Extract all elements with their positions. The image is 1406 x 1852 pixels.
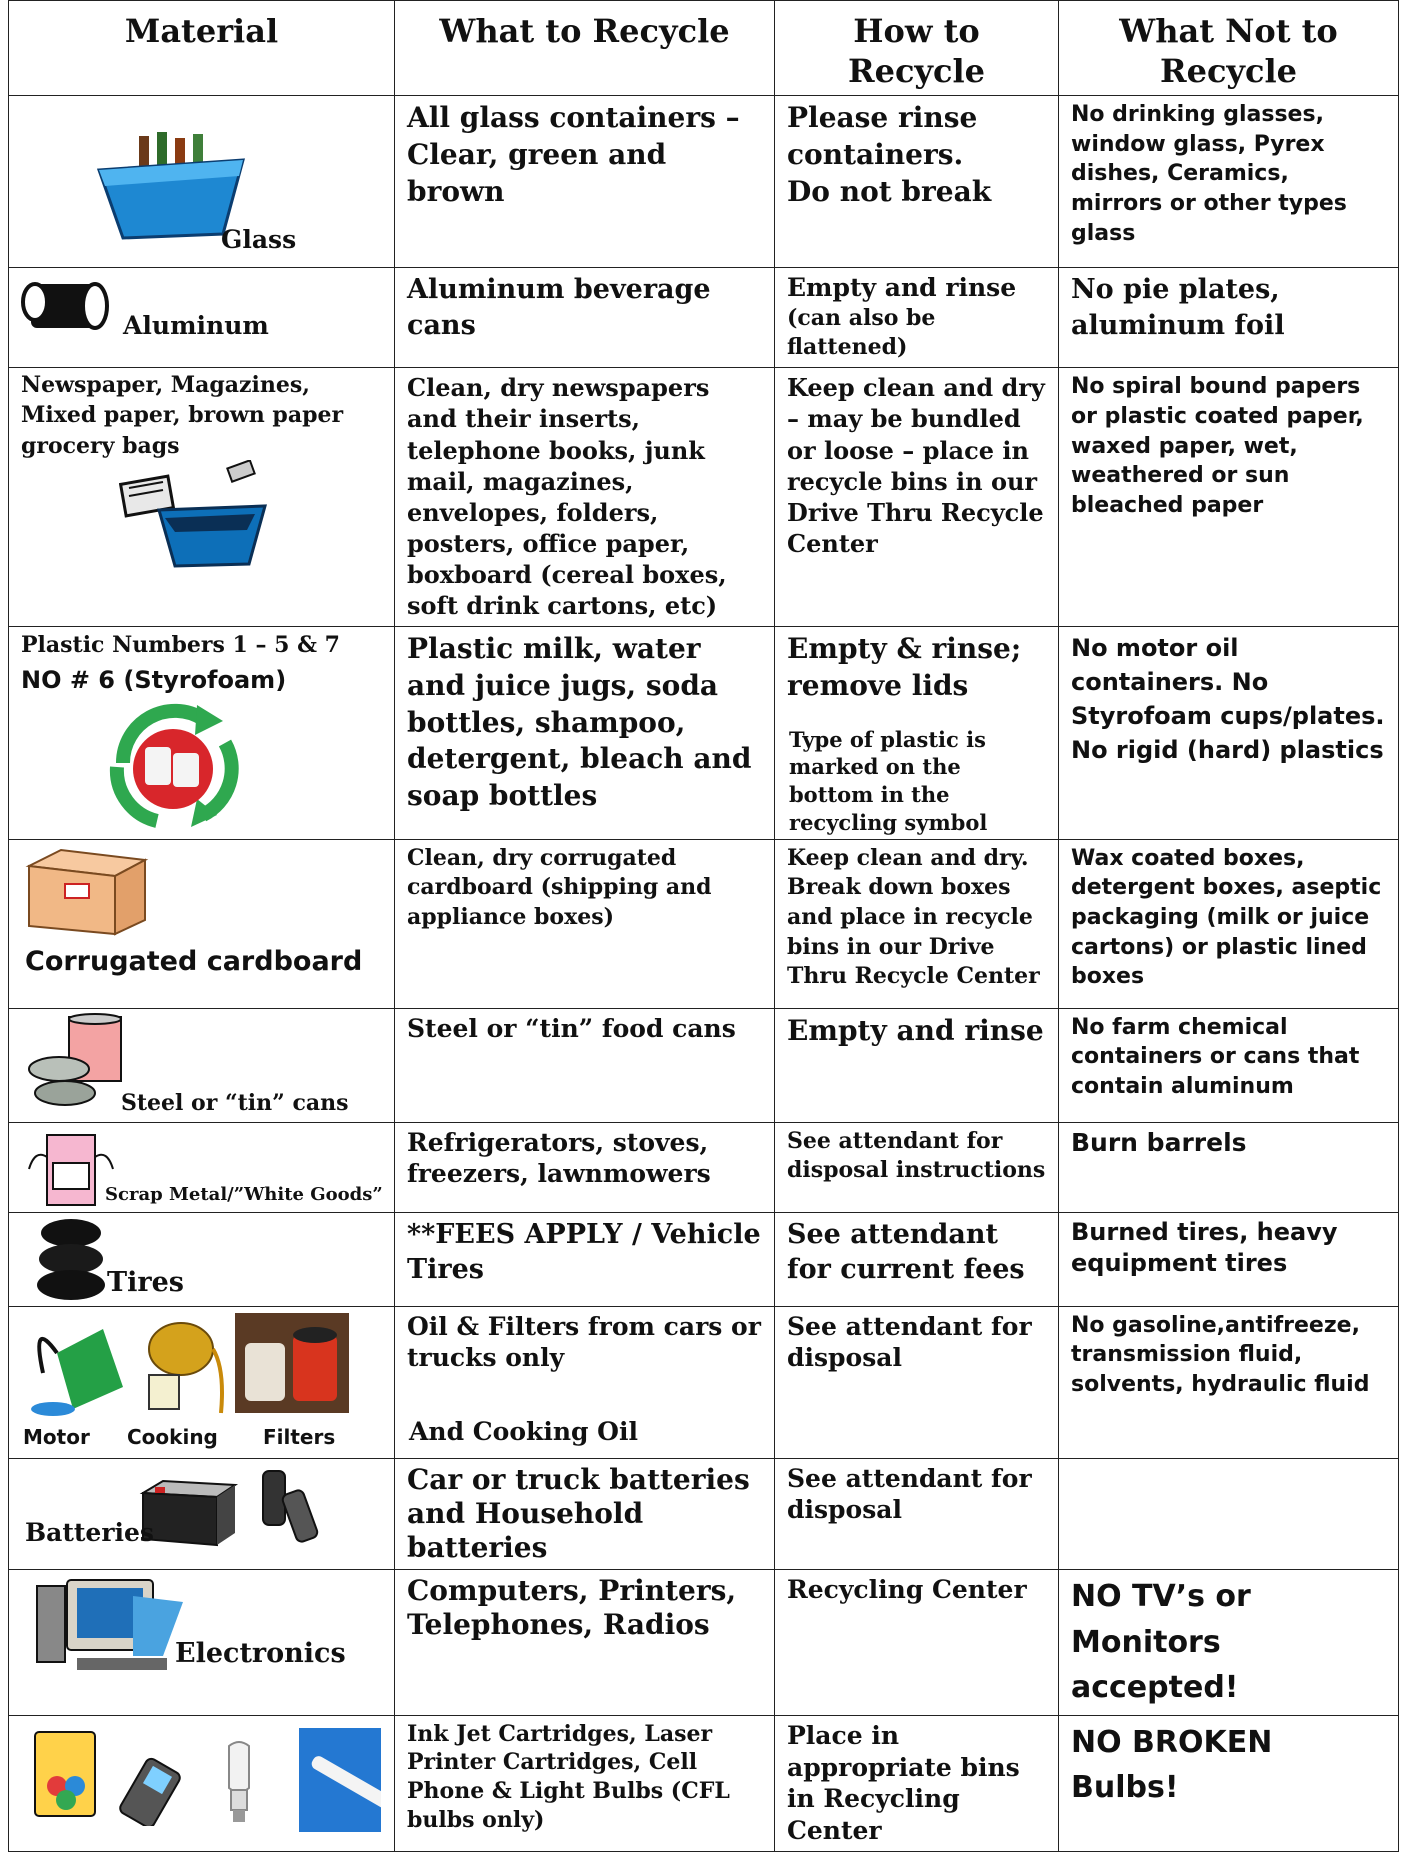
how-cell: Recycling Center — [775, 1570, 1059, 1716]
how-cell: Keep clean and dry. Break down boxes and place in recycle bins in our Drive Thru Recycle Center — [775, 839, 1059, 1008]
header-how-to-recycle: How to Recycle — [775, 1, 1059, 96]
how-cell: See attendant for disposal — [775, 1306, 1059, 1458]
aluminum-can-icon — [21, 272, 111, 338]
household-batteries-icon — [255, 1467, 325, 1547]
how-text: Please rinse containers. — [787, 101, 978, 171]
how-text: Empty and rinse — [787, 273, 1017, 302]
not-cell — [1059, 1458, 1399, 1569]
material-label: Scrap Metal/”White Goods” — [105, 1183, 383, 1205]
table-row — [9, 96, 1399, 268]
table-row — [9, 839, 1399, 1008]
what-cell: Plastic milk, water and juice jugs, soda bottles, shampoo, detergent, bleach and soap bottles — [395, 626, 775, 839]
not-cell: Burn barrels — [1059, 1122, 1399, 1212]
table-row — [9, 1212, 1399, 1306]
material-cell — [9, 368, 395, 627]
recycling-table — [8, 0, 1399, 1852]
material-cell — [9, 268, 395, 368]
not-cell: No spiral bound papers or plastic coated paper, waxed paper, wet, weathered or sun bleached paper — [1059, 368, 1399, 627]
material-cell — [9, 839, 395, 1008]
material-label: Newspaper, Magazines, Mixed paper, brown paper grocery bags — [21, 372, 344, 459]
material-label: Tires — [107, 1266, 184, 1298]
material-label-2: NO # 6 (Styrofoam) — [21, 665, 287, 694]
what-cell: **FEES APPLY / Vehicle Tires — [395, 1212, 775, 1306]
table-row — [9, 1458, 1399, 1569]
not-cell: NO BROKEN Bulbs! — [1059, 1715, 1399, 1851]
material-cell — [9, 1212, 395, 1306]
what-cell: Clean, dry corrugated cardboard (shipping and appliance boxes) — [395, 839, 775, 1008]
what-cell: Car or truck batteries and Household batteries — [395, 1458, 775, 1569]
how-cell: See attendant for current fees — [775, 1212, 1059, 1306]
material-cell — [9, 1458, 395, 1569]
what-cell: Steel or “tin” food cans — [395, 1008, 775, 1122]
what-text: Oil & Filters from cars or trucks only — [407, 1311, 761, 1373]
material-label-cooking: Cooking — [127, 1424, 218, 1449]
material-cell — [9, 1715, 395, 1851]
material-cell — [9, 1570, 395, 1716]
table-row — [9, 1715, 1399, 1851]
ink-cartridge-icon — [25, 1726, 109, 1822]
plastic-recycle-icon — [93, 703, 253, 833]
material-cell — [9, 1008, 395, 1122]
cardboard-box-icon — [25, 846, 149, 938]
stove-icon — [25, 1129, 117, 1209]
not-cell: No pie plates, aluminum foil — [1059, 268, 1399, 368]
how-cell — [775, 268, 1059, 368]
paper-recycle-bin-icon — [119, 460, 269, 570]
not-cell: Burned tires, heavy equipment tires — [1059, 1212, 1399, 1306]
how-note: Type of plastic is marked on the bottom in the recycling symbol — [789, 726, 988, 835]
what-cell — [395, 1306, 775, 1458]
material-label: Glass — [221, 225, 297, 254]
how-cell: See attendant for disposal — [775, 1458, 1059, 1569]
table-row — [9, 1008, 1399, 1122]
material-label: Corrugated cardboard — [25, 945, 363, 977]
how-text-2: Do not break — [787, 174, 992, 208]
how-cell: Place in appropriate bins in Recycling Center — [775, 1715, 1059, 1851]
cell-phone-icon — [117, 1756, 197, 1826]
table-row — [9, 368, 1399, 627]
not-cell: No drinking glasses, window glass, Pyrex dishes, Ceramics, mirrors or other types glass — [1059, 96, 1399, 268]
what-cell: Computers, Printers, Telephones, Radios — [395, 1570, 775, 1716]
how-text-2: (can also be flattened) — [787, 304, 936, 361]
fluorescent-tube-icon — [299, 1728, 381, 1832]
what-cell: Aluminum beverage cans — [395, 268, 775, 368]
header-what-to-recycle: What to Recycle — [395, 1, 775, 96]
how-text: Empty & rinse; remove lids — [787, 631, 1022, 702]
how-cell — [775, 626, 1059, 839]
material-label-filters: Filters — [263, 1424, 336, 1449]
what-cell: Refrigerators, stoves, freezers, lawnmowers — [395, 1122, 775, 1212]
how-cell: See attendant for disposal instructions — [775, 1122, 1059, 1212]
what-cell: Clean, dry newspapers and their inserts, telephone books, junk mail, magazines, envelopes, folders, posters, office paper, boxboard (cereal boxes, soft drink cartons, etc) — [395, 368, 775, 627]
oil-filters-icon — [235, 1313, 349, 1413]
computer-icon — [33, 1576, 183, 1676]
material-label: Electronics — [175, 1638, 346, 1670]
tires-icon — [31, 1217, 115, 1301]
table-row — [9, 1306, 1399, 1458]
material-cell — [9, 1122, 395, 1212]
header-row — [9, 1, 1399, 96]
cfl-bulb-icon — [219, 1738, 259, 1828]
material-label: Steel or “tin” cans — [121, 1089, 349, 1116]
not-cell: Wax coated boxes, detergent boxes, aseptic packaging (milk or juice cartons) or plastic lined boxes — [1059, 839, 1399, 1008]
table-row — [9, 626, 1399, 839]
how-cell: Keep clean and dry – may be bundled or loose – place in recycle bins in our Drive Thru Recycle Center — [775, 368, 1059, 627]
not-cell: No motor oil containers. No Styrofoam cups/plates. No rigid (hard) plastics — [1059, 626, 1399, 839]
material-cell — [9, 1306, 395, 1458]
material-label-motor: Motor — [23, 1424, 90, 1449]
table-row — [9, 1122, 1399, 1212]
cooking-oil-icon — [129, 1309, 229, 1419]
material-label: Plastic Numbers 1 – 5 & 7 — [21, 631, 340, 658]
how-cell: Empty and rinse — [775, 1008, 1059, 1122]
tin-can-icon — [23, 1013, 133, 1109]
material-cell — [9, 96, 395, 268]
material-label: Batteries — [25, 1517, 154, 1547]
car-battery-icon — [139, 1477, 239, 1549]
table-row — [9, 1570, 1399, 1716]
table-row — [9, 268, 1399, 368]
not-cell: NO TV’s or Monitors accepted! — [1059, 1570, 1399, 1716]
motor-oil-icon — [23, 1313, 127, 1419]
material-cell — [9, 626, 395, 839]
how-cell — [775, 96, 1059, 268]
what-text-2: And Cooking Oil — [409, 1416, 638, 1446]
what-cell: Ink Jet Cartridges, Laser Printer Cartridges, Cell Phone & Light Bulbs (CFL bulbs only) — [395, 1715, 775, 1851]
what-cell: All glass containers – Clear, green and brown — [395, 96, 775, 268]
header-what-not-to-recycle: What Not to Recycle — [1059, 1, 1399, 96]
header-material: Material — [9, 1, 395, 96]
material-label: Aluminum — [123, 311, 269, 340]
not-cell: No gasoline,antifreeze, transmission fluid, solvents, hydraulic fluid — [1059, 1306, 1399, 1458]
not-cell: No farm chemical containers or cans that contain aluminum — [1059, 1008, 1399, 1122]
